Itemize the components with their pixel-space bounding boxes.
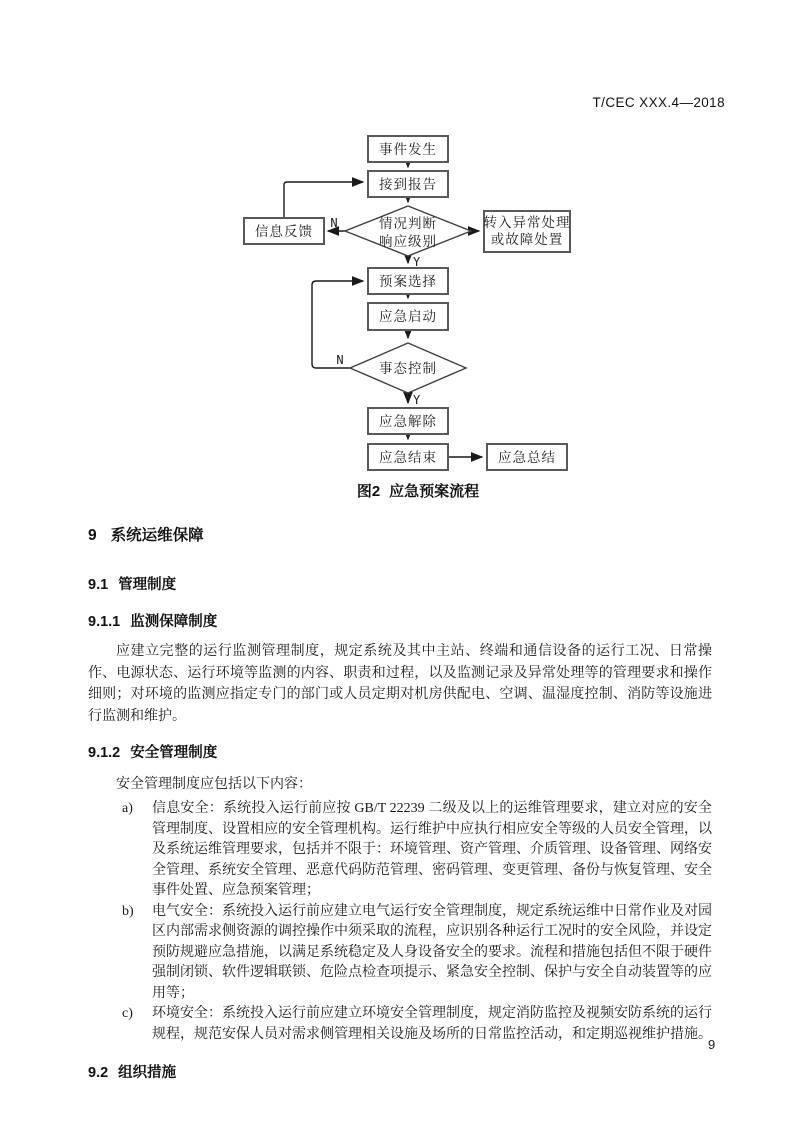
flowchart-canvas xyxy=(0,0,793,510)
node-emergency-end xyxy=(368,444,448,470)
document-body xyxy=(88,523,712,1082)
figure-caption-number: 图2 xyxy=(356,483,381,500)
list-item-c-label: c) xyxy=(122,1006,133,1021)
svg-text:事态控制: 事态控制 xyxy=(379,361,437,376)
svg-text:预案选择: 预案选择 xyxy=(379,274,437,289)
heading-9-2 xyxy=(88,1061,712,1082)
heading-9-1-title: 管理制度 xyxy=(118,577,177,593)
figure-caption xyxy=(118,480,718,501)
page-number: 9 xyxy=(708,1037,716,1052)
list-item-c-text: 环境安全：系统投入运行前应建立环境安全管理制度，规定消防监控及视频安防系统的运行规程，规范安保人员对需求侧管理相关设施及场所的日常监控活动，和定期巡视维护措施。 xyxy=(152,1006,712,1042)
svg-text:应急总结: 应急总结 xyxy=(498,450,556,465)
heading-9-number: 9 xyxy=(88,527,97,544)
paragraph-9-1-2-intro: 安全管理制度应包括以下内容： xyxy=(116,777,312,792)
node-divert-handling xyxy=(484,211,571,252)
list-item-a-text: 信息安全：系统投入运行前应按 GB/T 22239 二级及以上的运维管理要求，建立对应的安全管理制度、设置相应的安全管理机构。运行维护中应执行相应安全等级的人员安全管理，以及系统运维管理要求，包括并不限于：环境管理、资产管理、介质管理、设备管理、网络安全管理、系统安全管理、恶意代码防范管理、密码管理、变更管理、备份与恢复管理、安全事件处置、应急预案管理； xyxy=(152,801,712,898)
svg-text:接到报告: 接到报告 xyxy=(379,177,437,192)
branch-label-judge-yes: Y xyxy=(413,255,421,269)
heading-9-1-1-number: 9.1.1 xyxy=(88,614,121,630)
standard-number-header: T/CEC XXX.4—2018 xyxy=(592,95,725,110)
heading-9-title: 系统运维保障 xyxy=(110,527,204,544)
emergency-plan-flowchart xyxy=(0,0,793,510)
node-emergency-start xyxy=(368,303,448,330)
list-item-c xyxy=(122,1004,712,1045)
branch-label-control-yes: Y xyxy=(413,393,421,407)
svg-text:或故障处置: 或故障处置 xyxy=(490,232,564,247)
figure-caption-title: 应急预案流程 xyxy=(389,483,480,500)
svg-text:应急启动: 应急启动 xyxy=(379,309,437,324)
svg-text:情况判断: 情况判断 xyxy=(379,216,437,231)
svg-text:转入异常处理: 转入异常处理 xyxy=(483,215,571,230)
svg-text:信息反馈: 信息反馈 xyxy=(255,224,313,239)
node-feedback xyxy=(244,218,324,244)
security-items-list xyxy=(88,799,712,1045)
heading-9-1-2 xyxy=(88,741,712,762)
svg-text:应急解除: 应急解除 xyxy=(379,414,437,429)
node-judge-decision xyxy=(345,206,471,256)
node-situation-control-decision xyxy=(350,343,466,393)
heading-9-2-title: 组织措施 xyxy=(118,1065,177,1081)
node-plan-select xyxy=(368,268,448,294)
node-event xyxy=(368,136,448,162)
arrow-feedback-to-report xyxy=(284,182,363,218)
svg-text:事件发生: 事件发生 xyxy=(379,142,437,157)
list-item-b-text: 电气安全：系统投入运行前应建立电气运行安全管理制度，规定系统运维中日常作业及对园区内部需求侧资源的调控操作中须采取的流程，应识别各种运行工况时的安全风险，并设定预防规避应急措施，以满足系统稳定及人身设备安全的要求。流程和措施包括但不限于硬件强制闭锁、软件逻辑联锁、危险点检查项提示、紧急安全控制、保护与安全自动装置等的应用等； xyxy=(152,903,712,1001)
branch-label-judge-no: N xyxy=(330,216,338,230)
paragraph-9-1-1: 应建立完整的运行监测管理制度，规定系统及其中主站、终端和通信设备的运行工况、日常操作、电源状态、运行环境等监测的内容、职责和过程，以及监测记录及异常处理等的管理要求和操作细则；对环境的监测应指定专门的部门或人员定期对机房供配电、空调、温湿度控制、消防等设施进行监测和维护。 xyxy=(88,644,712,724)
branch-label-control-no: N xyxy=(336,353,344,367)
list-item-b xyxy=(122,902,712,1005)
node-emergency-release xyxy=(368,408,448,434)
list-item-b-label: b) xyxy=(122,903,134,919)
heading-9-1-1-title: 监测保障制度 xyxy=(130,614,218,630)
heading-9-1-2-title: 安全管理制度 xyxy=(130,745,218,761)
heading-9-1-number: 9.1 xyxy=(88,577,109,593)
heading-9-2-number: 9.2 xyxy=(88,1065,109,1081)
heading-9-1-1 xyxy=(88,610,712,631)
list-item-a-label: a) xyxy=(122,801,133,816)
svg-text:响应级别: 响应级别 xyxy=(379,234,437,249)
heading-9-1-2-number: 9.1.2 xyxy=(88,745,121,761)
list-item-a xyxy=(122,799,712,902)
heading-9 xyxy=(88,523,712,545)
node-report xyxy=(368,171,448,197)
svg-text:应急结束: 应急结束 xyxy=(379,450,437,465)
heading-9-1 xyxy=(88,573,712,594)
node-emergency-summary xyxy=(487,444,567,470)
